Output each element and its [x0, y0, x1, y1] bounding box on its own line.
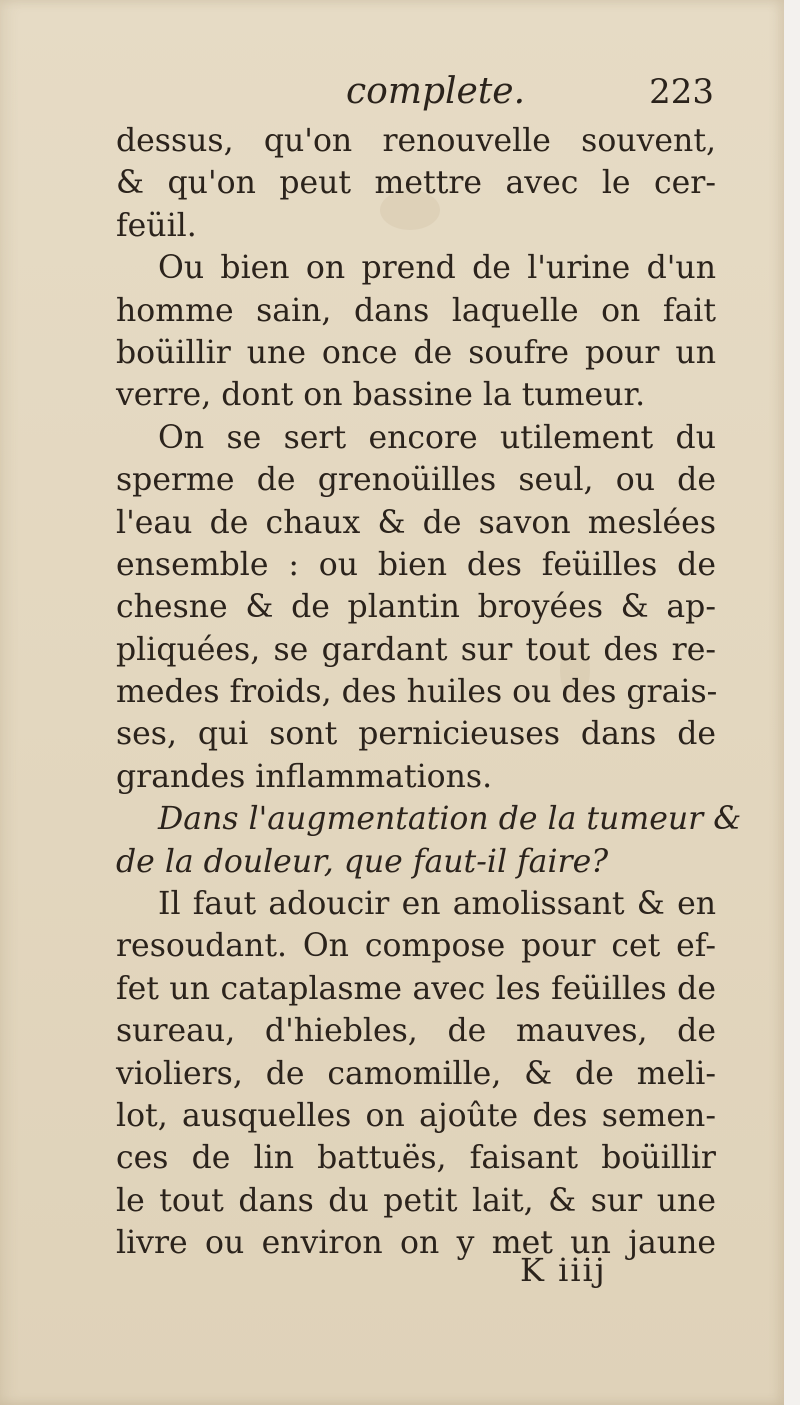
signature-mark: K iiij: [520, 1251, 607, 1289]
body-text: [116, 120, 742, 1265]
italic-question-line: de la douleur, que faut-il faire?: [116, 843, 609, 880]
page-number: 223: [649, 72, 714, 112]
italic-question-line: Dans l'augmentation de la tumeur &: [158, 801, 742, 838]
text-line: violiers, de camomille, & de meli-: [116, 1055, 716, 1092]
text-line: verre, dont on bassine la tumeur.: [116, 377, 646, 414]
running-head: complete.: [346, 71, 526, 112]
text-line: sperme de grenoüilles seul, ou de: [116, 462, 716, 499]
text-line: l'eau de chaux & de savon meslées: [116, 504, 716, 541]
page-edge: [784, 0, 800, 1405]
text-line: medes froids, des huiles ou des grais-: [116, 674, 718, 711]
text-line: resoudant. On compose pour cet ef-: [116, 928, 716, 965]
text-line: boüillir une once de soufre pour un: [116, 334, 716, 371]
text-line: pliquées, se gardant sur tout des re-: [116, 631, 716, 668]
text-line: ces de lin battuës, faisant boüillir: [116, 1140, 716, 1177]
text-line: livre ou environ on y met un jaune: [116, 1225, 716, 1262]
text-line: feüil.: [116, 207, 197, 244]
text-line: chesne & de plantin broyées & ap-: [116, 589, 716, 626]
text-line: lot, ausquelles on ajoûte des semen-: [116, 1097, 716, 1134]
page-header: [116, 68, 714, 116]
text-line: ensemble : ou bien des feüilles de: [116, 546, 716, 583]
text-line: & qu'on peut mettre avec le cer-: [116, 165, 716, 202]
text-line: ses, qui sont pernicieuses dans de: [116, 716, 716, 753]
text-line: On se sert encore utilement du: [158, 419, 716, 456]
text-line: fet un cataplasme avec les feüilles de: [116, 970, 716, 1007]
text-line: sureau, d'hiebles, de mauves, de: [116, 1013, 716, 1050]
text-line: grandes inflammations.: [116, 758, 493, 795]
text-line: dessus, qu'on renouvelle souvent,: [116, 123, 716, 159]
text-line: le tout dans du petit lait, & sur une: [116, 1182, 716, 1219]
text-line: Ou bien on prend de l'urine d'un: [158, 250, 716, 287]
text-line: Il faut adoucir en amolissant & en: [158, 886, 716, 923]
text-line: homme sain, dans laquelle on fait: [116, 292, 716, 329]
